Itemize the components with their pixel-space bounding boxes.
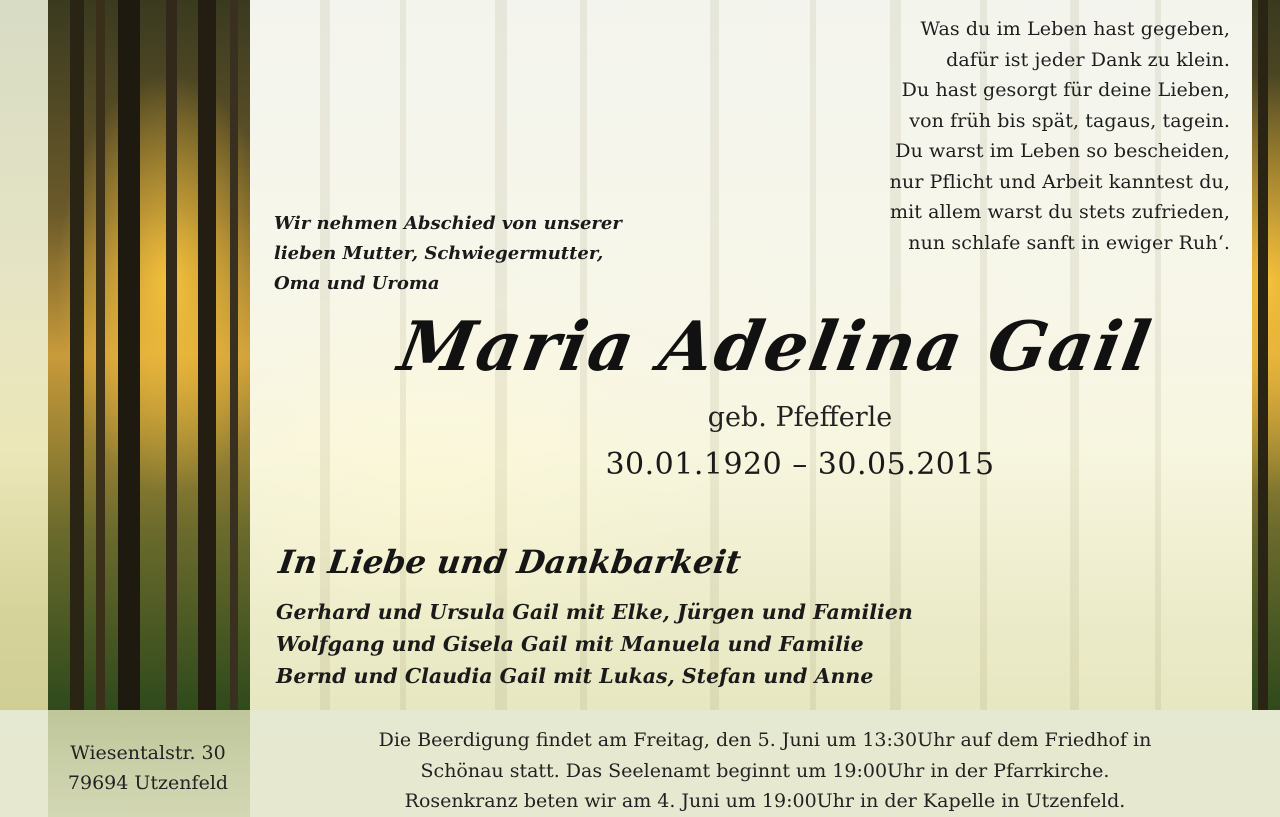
mourners-heading: In Liebe und Dankbarkeit <box>276 543 744 581</box>
mourners-list <box>276 596 913 692</box>
intro-line: Oma und Uroma <box>274 273 440 294</box>
forest-photo-left <box>48 0 250 710</box>
forest-photo-right <box>1252 0 1280 710</box>
poem-line: dafür ist jeder Dank zu klein. <box>946 48 1230 71</box>
poem-line: Du warst im Leben so bescheiden, <box>895 140 1230 162</box>
poem-line: mit allem warst du stets zufrieden, <box>889 201 1230 223</box>
mourner-line: Bernd und Claudia Gail mit Lukas, Stefan und Anne <box>276 664 874 688</box>
poem-line: nur Pflicht und Arbeit kanntest du, <box>889 170 1230 193</box>
poem-line: Du hast gesorgt für deine Lieben, <box>901 79 1230 101</box>
address-street: Wiesentalstr. 30 <box>70 742 226 764</box>
mourner-line: Wolfgang und Gisela Gail mit Manuela und Familie <box>276 632 864 656</box>
poem-line: Was du im Leben hast gegeben, <box>920 18 1230 40</box>
address <box>50 738 246 798</box>
poem-line: nun schlafe sanft in ewiger Ruh‘. <box>908 231 1230 254</box>
birth-name: geb. Pfefferle <box>707 402 893 433</box>
intro-line: Wir nehmen Abschied von unserer <box>274 213 622 234</box>
poem <box>890 14 1230 258</box>
funeral-line: Rosenkranz beten wir am 4. Juni um 19:00Uhr in der Kapelle in Utzenfeld. <box>404 790 1126 812</box>
poem-line: von früh bis spät, tagaus, tagein. <box>909 109 1230 132</box>
funeral-line: Schönau statt. Das Seelenamt beginnt um 19:00Uhr in der Pfarrkirche. <box>420 759 1110 782</box>
address-city: 79694 Utzenfeld <box>67 772 229 794</box>
farewell-intro <box>274 209 622 299</box>
deceased-name: Maria Adelina Gail <box>392 307 1158 387</box>
mourner-line: Gerhard und Ursula Gail mit Elke, Jürgen und Familien <box>276 600 913 624</box>
life-dates: 30.01.1920 – 30.05.2015 <box>605 447 995 482</box>
intro-line: lieben Mutter, Schwiegermutter, <box>274 243 604 264</box>
funeral-info <box>300 725 1230 817</box>
funeral-line: Die Beerdigung findet am Freitag, den 5. Juni um 13:30Uhr auf dem Friedhof in <box>378 729 1152 751</box>
